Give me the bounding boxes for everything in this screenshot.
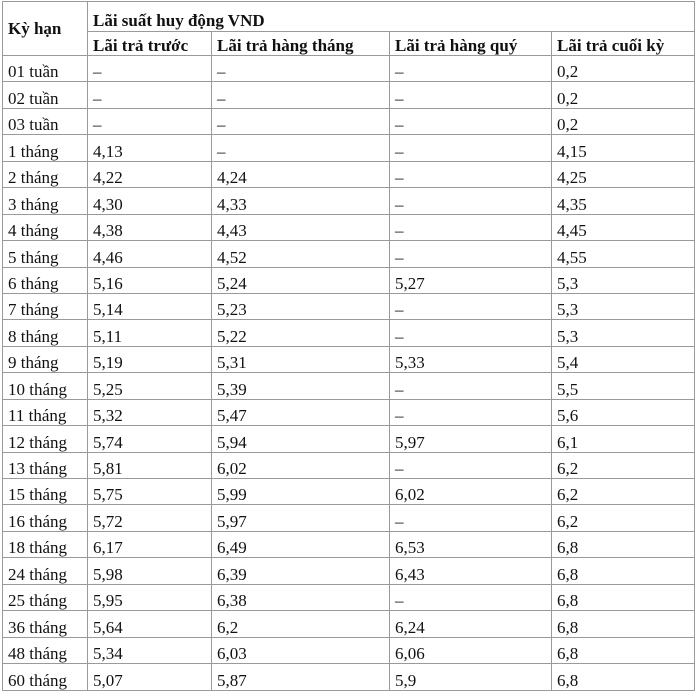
- prepaid-rate-cell: 4,13: [88, 135, 212, 161]
- end-of-term-rate-cell: 4,55: [552, 241, 695, 267]
- term-cell: 9 tháng: [3, 346, 88, 372]
- interest-rate-table: [2, 1, 695, 691]
- term-cell: 16 tháng: [3, 505, 88, 531]
- deposit-rate-group-header: Lãi suất huy động VND: [88, 2, 695, 32]
- table-row: [3, 108, 695, 134]
- quarterly-rate-cell: –: [390, 373, 552, 399]
- term-cell: 5 tháng: [3, 241, 88, 267]
- table-row: [3, 399, 695, 425]
- prepaid-rate-cell: 5,16: [88, 267, 212, 293]
- monthly-rate-cell: 6,49: [212, 531, 390, 557]
- term-cell: 8 tháng: [3, 320, 88, 346]
- term-cell: 7 tháng: [3, 293, 88, 319]
- monthly-rate-cell: 5,39: [212, 373, 390, 399]
- end-of-term-rate-cell: 6,8: [552, 531, 695, 557]
- quarterly-rate-cell: 5,97: [390, 426, 552, 452]
- monthly-rate-cell: 5,94: [212, 426, 390, 452]
- end-of-term-rate-cell: 5,3: [552, 293, 695, 319]
- table-row: [3, 135, 695, 161]
- prepaid-rate-cell: 5,07: [88, 664, 212, 690]
- prepaid-rate-cell: 5,72: [88, 505, 212, 531]
- end-of-term-rate-cell: 4,45: [552, 214, 695, 240]
- prepaid-rate-cell: 5,74: [88, 426, 212, 452]
- term-cell: 03 tuần: [3, 108, 88, 134]
- table-row: [3, 188, 695, 214]
- term-cell: 25 tháng: [3, 584, 88, 610]
- term-cell: 1 tháng: [3, 135, 88, 161]
- table-header: [3, 2, 695, 56]
- end-of-term-rate-cell: 6,8: [552, 584, 695, 610]
- table-row: [3, 426, 695, 452]
- end-of-term-rate-cell: 5,3: [552, 267, 695, 293]
- term-cell: 3 tháng: [3, 188, 88, 214]
- monthly-rate-cell: 4,24: [212, 161, 390, 187]
- end-of-term-rate-cell: 4,35: [552, 188, 695, 214]
- table-row: [3, 611, 695, 637]
- quarterly-rate-cell: –: [390, 505, 552, 531]
- prepaid-rate-cell: –: [88, 82, 212, 108]
- prepaid-rate-cell: 5,11: [88, 320, 212, 346]
- prepaid-rate-cell: 4,22: [88, 161, 212, 187]
- quarterly-rate-cell: 6,24: [390, 611, 552, 637]
- end-of-term-rate-cell: 0,2: [552, 56, 695, 82]
- quarterly-rate-cell: –: [390, 108, 552, 134]
- table-row: [3, 320, 695, 346]
- quarterly-rate-cell: –: [390, 82, 552, 108]
- prepaid-rate-cell: 5,75: [88, 479, 212, 505]
- term-cell: 6 tháng: [3, 267, 88, 293]
- end-of-term-rate-cell: 5,6: [552, 399, 695, 425]
- monthly-rate-cell: 6,38: [212, 584, 390, 610]
- quarterly-rate-cell: –: [390, 135, 552, 161]
- term-cell: 02 tuần: [3, 82, 88, 108]
- prepaid-rate-cell: –: [88, 56, 212, 82]
- column-header-prepaid: Lãi trả trước: [88, 32, 212, 56]
- monthly-rate-cell: 5,87: [212, 664, 390, 690]
- quarterly-rate-cell: –: [390, 399, 552, 425]
- end-of-term-rate-cell: 6,8: [552, 637, 695, 663]
- prepaid-rate-cell: 5,64: [88, 611, 212, 637]
- monthly-rate-cell: 5,22: [212, 320, 390, 346]
- end-of-term-rate-cell: 6,1: [552, 426, 695, 452]
- monthly-rate-cell: –: [212, 82, 390, 108]
- monthly-rate-cell: 6,2: [212, 611, 390, 637]
- monthly-rate-cell: 5,47: [212, 399, 390, 425]
- quarterly-rate-cell: –: [390, 584, 552, 610]
- end-of-term-rate-cell: 6,8: [552, 664, 695, 690]
- term-cell: 2 tháng: [3, 161, 88, 187]
- end-of-term-rate-cell: 5,3: [552, 320, 695, 346]
- prepaid-rate-cell: 5,81: [88, 452, 212, 478]
- term-cell: 01 tuần: [3, 56, 88, 82]
- quarterly-rate-cell: 5,9: [390, 664, 552, 690]
- column-header-end-of-term: Lãi trả cuối kỳ: [552, 32, 695, 56]
- end-of-term-rate-cell: 4,15: [552, 135, 695, 161]
- column-header-quarterly: Lãi trả hàng quý: [390, 32, 552, 56]
- term-cell: 24 tháng: [3, 558, 88, 584]
- prepaid-rate-cell: 5,25: [88, 373, 212, 399]
- end-of-term-rate-cell: 0,2: [552, 82, 695, 108]
- prepaid-rate-cell: 4,30: [88, 188, 212, 214]
- table-row: [3, 82, 695, 108]
- table-row: [3, 161, 695, 187]
- table-row: [3, 373, 695, 399]
- prepaid-rate-cell: 4,46: [88, 241, 212, 267]
- prepaid-rate-cell: 5,19: [88, 346, 212, 372]
- table-row: [3, 56, 695, 82]
- quarterly-rate-cell: –: [390, 452, 552, 478]
- monthly-rate-cell: 4,43: [212, 214, 390, 240]
- term-cell: 60 tháng: [3, 664, 88, 690]
- quarterly-rate-cell: –: [390, 293, 552, 319]
- prepaid-rate-cell: 5,32: [88, 399, 212, 425]
- prepaid-rate-cell: 6,17: [88, 531, 212, 557]
- column-header-monthly: Lãi trả hàng tháng: [212, 32, 390, 56]
- table-body: [3, 56, 695, 691]
- prepaid-rate-cell: –: [88, 108, 212, 134]
- term-cell: 12 tháng: [3, 426, 88, 452]
- quarterly-rate-cell: –: [390, 214, 552, 240]
- monthly-rate-cell: –: [212, 108, 390, 134]
- header-row-group: [3, 2, 695, 32]
- monthly-rate-cell: 5,99: [212, 479, 390, 505]
- header-row-columns: [3, 32, 695, 56]
- quarterly-rate-cell: 6,06: [390, 637, 552, 663]
- term-cell: 36 tháng: [3, 611, 88, 637]
- term-cell: 48 tháng: [3, 637, 88, 663]
- monthly-rate-cell: 5,31: [212, 346, 390, 372]
- monthly-rate-cell: 4,52: [212, 241, 390, 267]
- quarterly-rate-cell: –: [390, 56, 552, 82]
- term-cell: 18 tháng: [3, 531, 88, 557]
- quarterly-rate-cell: 6,02: [390, 479, 552, 505]
- quarterly-rate-cell: –: [390, 161, 552, 187]
- monthly-rate-cell: –: [212, 135, 390, 161]
- quarterly-rate-cell: –: [390, 241, 552, 267]
- term-cell: 15 tháng: [3, 479, 88, 505]
- table-row: [3, 241, 695, 267]
- monthly-rate-cell: 5,97: [212, 505, 390, 531]
- end-of-term-rate-cell: 5,5: [552, 373, 695, 399]
- term-cell: 11 tháng: [3, 399, 88, 425]
- quarterly-rate-cell: –: [390, 320, 552, 346]
- monthly-rate-cell: 6,03: [212, 637, 390, 663]
- table-row: [3, 584, 695, 610]
- term-cell: 4 tháng: [3, 214, 88, 240]
- quarterly-rate-cell: 6,53: [390, 531, 552, 557]
- prepaid-rate-cell: 5,98: [88, 558, 212, 584]
- quarterly-rate-cell: 5,27: [390, 267, 552, 293]
- prepaid-rate-cell: 5,95: [88, 584, 212, 610]
- table-row: [3, 346, 695, 372]
- prepaid-rate-cell: 5,34: [88, 637, 212, 663]
- end-of-term-rate-cell: 6,8: [552, 558, 695, 584]
- table-row: [3, 558, 695, 584]
- table-row: [3, 452, 695, 478]
- monthly-rate-cell: 4,33: [212, 188, 390, 214]
- table-row: [3, 664, 695, 690]
- table-row: [3, 531, 695, 557]
- monthly-rate-cell: –: [212, 56, 390, 82]
- term-cell: 10 tháng: [3, 373, 88, 399]
- term-header: Kỳ hạn: [3, 2, 88, 56]
- end-of-term-rate-cell: 6,2: [552, 479, 695, 505]
- monthly-rate-cell: 5,24: [212, 267, 390, 293]
- prepaid-rate-cell: 5,14: [88, 293, 212, 319]
- quarterly-rate-cell: –: [390, 188, 552, 214]
- table-row: [3, 637, 695, 663]
- end-of-term-rate-cell: 5,4: [552, 346, 695, 372]
- table-row: [3, 214, 695, 240]
- table-row: [3, 293, 695, 319]
- monthly-rate-cell: 6,02: [212, 452, 390, 478]
- monthly-rate-cell: 6,39: [212, 558, 390, 584]
- table-row: [3, 479, 695, 505]
- term-cell: 13 tháng: [3, 452, 88, 478]
- end-of-term-rate-cell: 6,2: [552, 505, 695, 531]
- end-of-term-rate-cell: 0,2: [552, 108, 695, 134]
- quarterly-rate-cell: 6,43: [390, 558, 552, 584]
- end-of-term-rate-cell: 6,2: [552, 452, 695, 478]
- end-of-term-rate-cell: 4,25: [552, 161, 695, 187]
- end-of-term-rate-cell: 6,8: [552, 611, 695, 637]
- table-row: [3, 267, 695, 293]
- table-row: [3, 505, 695, 531]
- prepaid-rate-cell: 4,38: [88, 214, 212, 240]
- quarterly-rate-cell: 5,33: [390, 346, 552, 372]
- monthly-rate-cell: 5,23: [212, 293, 390, 319]
